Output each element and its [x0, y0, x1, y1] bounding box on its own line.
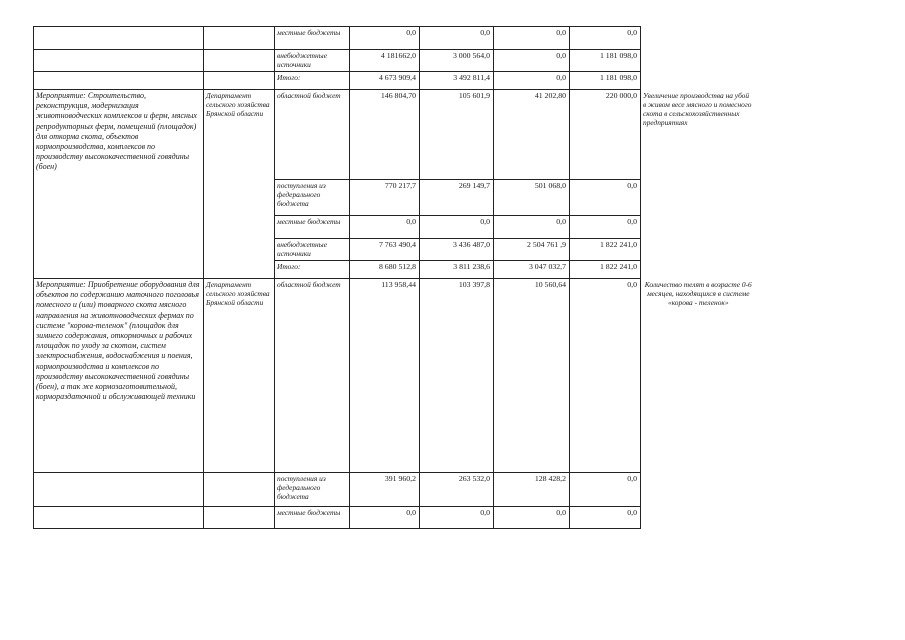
result-cell	[641, 27, 756, 50]
value-cell: 0,0	[570, 473, 641, 507]
value-cell: 4 181662,0	[350, 50, 420, 72]
department-cell: Департамент сельского хозяйства Брянской области	[204, 279, 275, 473]
value-cell: 770 217,7	[350, 180, 420, 216]
value-cell: 128 428,2	[494, 473, 570, 507]
value-cell: 4 673 909,4	[350, 72, 420, 90]
value-cell: 105 601,9	[420, 90, 494, 180]
source-cell: поступления из федерального бюджета	[275, 180, 350, 216]
source-cell: внебюджетные источники	[275, 50, 350, 72]
value-cell: 7 763 490,4	[350, 239, 420, 261]
value-cell: 0,0	[420, 507, 494, 529]
activity-cell	[34, 27, 204, 50]
value-cell: 0,0	[350, 27, 420, 50]
value-cell: 0,0	[570, 216, 641, 239]
value-cell: 0,0	[420, 216, 494, 239]
source-cell: поступления из федерального бюджета	[275, 473, 350, 507]
value-cell: 103 397,8	[420, 279, 494, 473]
value-cell: 1 181 098,0	[570, 72, 641, 90]
value-cell: 0,0	[570, 180, 641, 216]
value-cell: 0,0	[494, 216, 570, 239]
activity-cell	[34, 72, 204, 90]
table-row	[34, 50, 756, 72]
activity-cell	[34, 50, 204, 72]
value-cell: 0,0	[494, 507, 570, 529]
department-cell	[204, 473, 275, 507]
value-cell: 263 532,0	[420, 473, 494, 507]
value-cell: 220 000,0	[570, 90, 641, 180]
value-cell: 0,0	[570, 279, 641, 473]
budget-table	[33, 26, 756, 529]
value-cell: 3 492 811,4	[420, 72, 494, 90]
value-cell: 1 822 241,0	[570, 239, 641, 261]
value-cell: 0,0	[494, 27, 570, 50]
value-cell: 8 680 512,8	[350, 261, 420, 279]
activity-cell: Мероприятие: Строительство, реконструкция, модернизация животноводческих комплексов и ферм, мясных репродукторных ферм, помещений (площадок) для откорма скота, объектов кормопроизводства, комплексов по производству высококачественной говядины (боен)	[34, 90, 204, 279]
source-cell: Итого:	[275, 72, 350, 90]
value-cell: 3 811 238,6	[420, 261, 494, 279]
department-cell	[204, 507, 275, 529]
activity-cell: Мероприятие: Приобретение оборудования для объектов по содержанию маточного поголовья помесного и (или) товарного скота мясного направления на животноводческих фермах по системе "корова-теленок" (площадок для зимнего содержания, откормочных и рабочих площадок по уходу за скотом, систем электроснабжения, водоснабжения и поения, кормопроизводства и комплексов по производству высококачественной говядины (боен), а так же кормозаготовительной, кормораздаточной и обслуживающей техники	[34, 279, 204, 473]
activity-cell	[34, 473, 204, 507]
value-cell: 3 047 032,7	[494, 261, 570, 279]
value-cell: 0,0	[350, 216, 420, 239]
value-cell: 0,0	[570, 27, 641, 50]
value-cell: 0,0	[494, 50, 570, 72]
source-cell: внебюджетные источники	[275, 239, 350, 261]
value-cell: 0,0	[350, 507, 420, 529]
value-cell: 391 960,2	[350, 473, 420, 507]
value-cell: 1 181 098,0	[570, 50, 641, 72]
table-row	[34, 72, 756, 90]
value-cell: 2 504 761 ,9	[494, 239, 570, 261]
department-cell	[204, 50, 275, 72]
value-cell: 3 436 487,0	[420, 239, 494, 261]
value-cell: 1 822 241,0	[570, 261, 641, 279]
table-row	[34, 279, 756, 473]
source-cell: областной бюджет	[275, 90, 350, 180]
activity-cell	[34, 507, 204, 529]
value-cell: 0,0	[570, 507, 641, 529]
source-cell: местные бюджеты	[275, 27, 350, 50]
department-cell	[204, 72, 275, 90]
source-cell: местные бюджеты	[275, 216, 350, 239]
value-cell: 269 149,7	[420, 180, 494, 216]
value-cell: 501 068,0	[494, 180, 570, 216]
source-cell: местные бюджеты	[275, 507, 350, 529]
result-cell: Количество телят в возрасте 0-6 месяцев, находящихся в системе «корова - теленок»	[641, 279, 756, 529]
value-cell: 146 804,70	[350, 90, 420, 180]
source-cell: Итого:	[275, 261, 350, 279]
result-cell	[641, 72, 756, 90]
value-cell: 41 202,80	[494, 90, 570, 180]
value-cell: 0,0	[494, 72, 570, 90]
department-cell: Департамент сельского хозяйства Брянской области	[204, 90, 275, 279]
value-cell: 10 560,64	[494, 279, 570, 473]
table-row	[34, 90, 756, 180]
source-cell: областной бюджет	[275, 279, 350, 473]
table-row	[34, 27, 756, 50]
value-cell: 3 000 564,0	[420, 50, 494, 72]
value-cell: 0,0	[420, 27, 494, 50]
result-cell: Увеличение производства на убой в живом весе мясного и помесного скота в сельскохозяйственных предприятиях	[641, 90, 756, 279]
department-cell	[204, 27, 275, 50]
result-cell	[641, 50, 756, 72]
value-cell: 113 958,44	[350, 279, 420, 473]
